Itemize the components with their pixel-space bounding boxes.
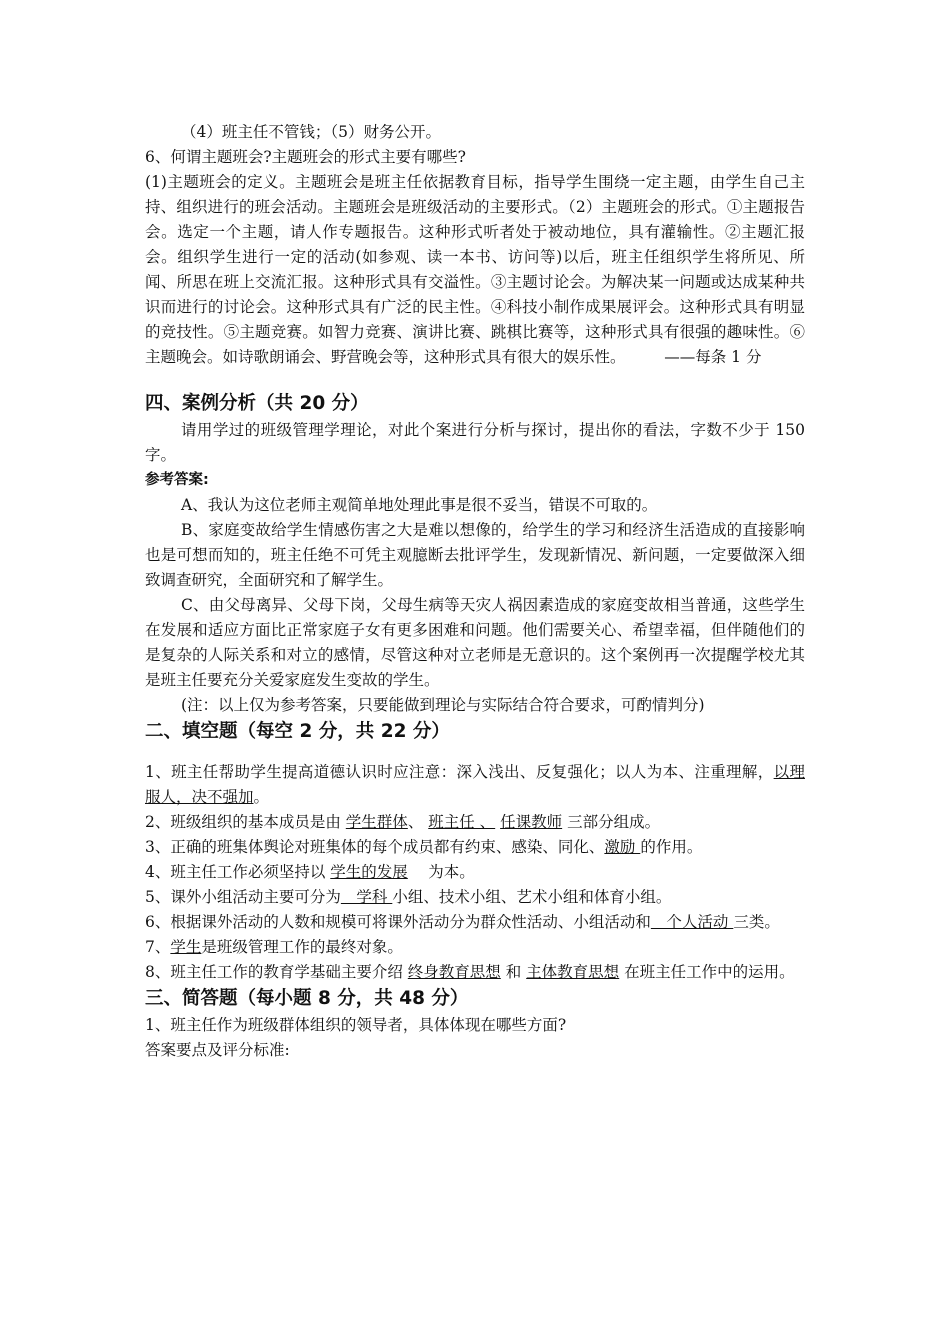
section-4-prompt: 请用学过的班级管理学理论，对此个案进行分析与探讨，提出你的看法，字数不少于 150 字。	[145, 421, 805, 464]
reference-answer-label: 参考答案:	[145, 472, 209, 488]
fill-answer: 个人活动	[650, 913, 734, 931]
intro-line: （4）班主任不管钱；（5）财务公开。	[181, 123, 441, 141]
fill-answer: 任课教师	[500, 813, 563, 831]
answer-a: A、我认为这位老师主观简单地处理此事是很不妥当，错误不可取的。	[181, 496, 658, 514]
fill-question-3: 3、正确的班集体舆论对班集体的每个成员都有约束、感染、同化、激励 的作用。	[145, 838, 703, 856]
section-3-heading: 三、简答题（每小题 8 分，共 48 分）	[145, 988, 469, 1009]
document-page	[145, 120, 805, 1063]
fill-answer: 终身教育思想	[407, 963, 501, 981]
fill-answer: 学生的发展	[330, 863, 408, 881]
fill-question-7: 7、学生是班级管理工作的最终对象。	[145, 938, 403, 956]
answer-c: C、由父母离异、父母下岗，父母生病等天灾人祸因素造成的家庭变故相当普通，这些学生在发展和适应方面比正常家庭子女有更多困难和问题。他们需要关心、希望幸福，但伴随他们的是复杂的人际关系和对立的感情，尽管这种对立老师是无意识的。这个案例再一次提醒学校尤其是班主任要充分关爱家庭发生变故的学生。	[145, 596, 805, 689]
fill-answer: 激励	[604, 838, 641, 856]
fill-answer: 主体教育思想	[526, 963, 620, 981]
short-answer-question-1: 1、班主任作为班级群体组织的领导者，具体体现在哪些方面?	[145, 1016, 567, 1034]
fill-answer: 学生	[170, 938, 202, 956]
fill-question-5: 5、课外小组活动主要可分为 学科 小组、技术小组、艺术小组和体育小组。	[145, 888, 672, 906]
fill-answer: 学生群体	[345, 813, 408, 831]
fill-question-1: 1、班主任帮助学生提高道德认识时应注意：深入浅出、反复强化；以人为本、注重理解，以理服人，决不强加。	[145, 763, 805, 806]
grading-note: (注：以上仅为参考答案，只要能做到理论与实际结合符合要求，可酌情判分)	[181, 696, 705, 714]
fill-question-2: 2、班级组织的基本成员是由 学生群体、 班主任 、 任课教师 三部分组成。	[145, 813, 661, 831]
section-4-heading: 四、案例分析（共 20 分）	[145, 393, 369, 414]
fill-question-4: 4、班主任工作必须坚持以 学生的发展 为本。	[145, 863, 475, 881]
question-6: 6、何谓主题班会?主题班会的形式主要有哪些?	[145, 148, 466, 166]
section-2-heading: 二、填空题（每空 2 分，共 22 分）	[145, 721, 450, 742]
answer-b: B、家庭变故给学生情感伤害之大是难以想像的，给学生的学习和经济生活造成的直接影响也是可想而知的，班主任绝不可凭主观臆断去批评学生，发现新情况、新问题，一定要做深入细致调查研究，全面研究和了解学生。	[145, 521, 805, 589]
fill-question-8: 8、班主任工作的教育学基础主要介绍 终身教育思想 和 主体教育思想 在班主任工作中的运用。	[145, 963, 795, 981]
question-6-answer: (1)主题班会的定义。主题班会是班主任依据教育目标，指导学生围绕一定主题，由学生自己主持、组织进行的班会活动。主题班会是班级活动的主要形式。（2）主题班会的形式。①主题报告会。选定一个主题，请人作专题报告。这种形式听者处于被动地位，具有灌输性。②主题汇报会。组织学生进行一定的活动(如参观、读一本书、访问等)以后，班主任组织学生将所见、所闻、所思在班上交流汇报。这种形式具有交溢性。③主题讨论会。为解决某一问题或达成某种共识而进行的讨论会。这种形式具有广泛的民主性。④科技小制作成果展评会。这种形式具有明显的竞技性。⑤主题竞赛。如智力竞赛、演讲比赛、跳棋比赛等，这种形式具有很强的趣味性。⑥主题晚会。如诗歌朗诵会、野营晚会等，这种形式具有很大的娱乐性。 ——每条 1 分	[145, 173, 805, 366]
fill-answer: 班主任 、	[428, 813, 496, 831]
answer-points-label: 答案要点及评分标准:	[145, 1041, 290, 1059]
fill-answer: 以理服人，决不强加	[145, 763, 805, 806]
fill-answer: 学科	[340, 888, 393, 906]
fill-question-6: 6、根据课外活动的人数和规模可将课外活动分为群众性活动、小组活动和 个人活动 三类。	[145, 913, 780, 931]
